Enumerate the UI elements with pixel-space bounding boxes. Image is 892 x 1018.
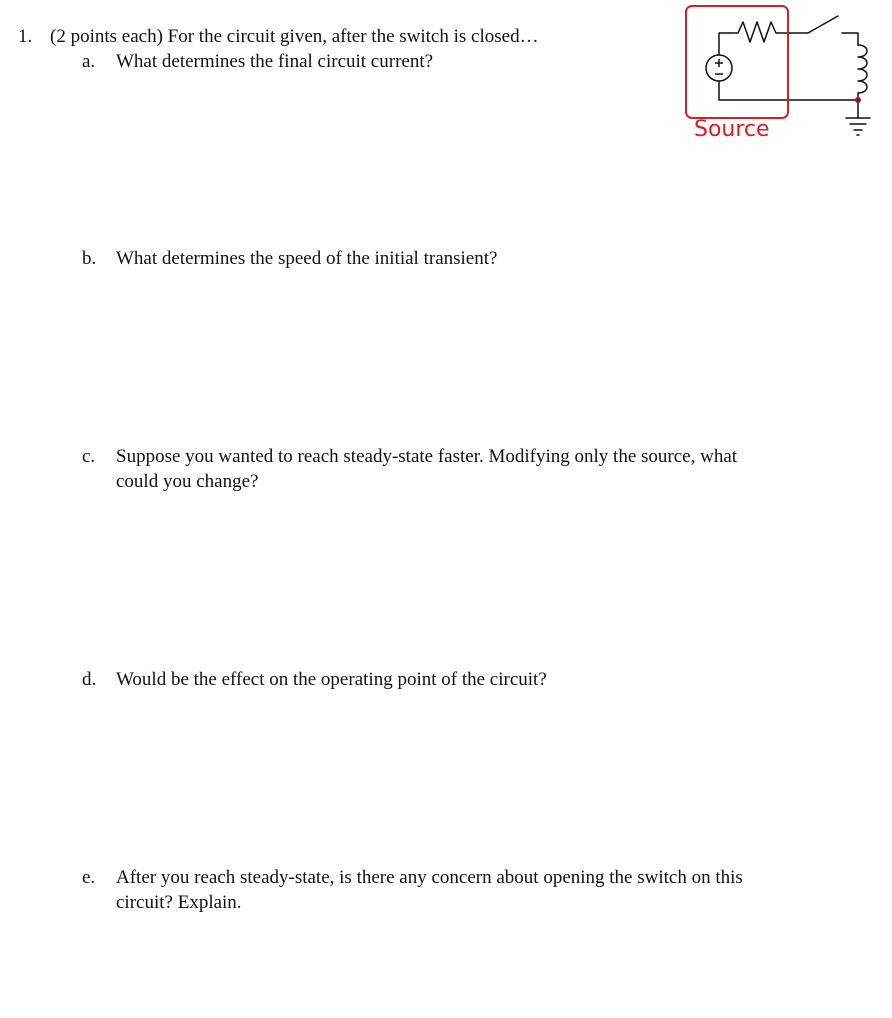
part-b-text: What determines the speed of the initial transient? — [116, 248, 498, 269]
wire-switch-to-inductor — [842, 33, 858, 45]
part-d-label: d. — [82, 669, 97, 690]
switch-icon — [808, 16, 838, 33]
part-e-label: e. — [82, 867, 96, 888]
wire-left-top — [719, 33, 730, 55]
part-d-text: Would be the effect on the operating point of the circuit? — [116, 669, 547, 690]
part-e-text-line2: circuit? Explain. — [116, 892, 242, 913]
part-a-text: What determines the final circuit current? — [116, 51, 434, 72]
part-c-text-line1: Suppose you wanted to reach steady-state faster. Modifying only the source, what — [116, 446, 738, 467]
inductor-icon — [858, 45, 867, 93]
part-e-text-line1: After you reach steady-state, is there any concern about opening the switch on this — [116, 867, 743, 888]
part-c-label: c. — [82, 446, 96, 467]
resistor-icon — [730, 22, 790, 42]
question-text: (2 points each) For the circuit given, after the switch is closed… — [50, 26, 539, 47]
question-number: 1. — [18, 26, 33, 47]
node-dot-icon — [855, 97, 861, 103]
source-label: Source — [694, 117, 770, 142]
ground-icon — [846, 118, 870, 135]
part-c-text-line2: could you change? — [116, 471, 259, 492]
part-b-label: b. — [82, 248, 97, 269]
voltage-source-icon — [706, 55, 732, 81]
source-highlight-box — [686, 6, 788, 118]
part-a-label: a. — [82, 51, 96, 72]
